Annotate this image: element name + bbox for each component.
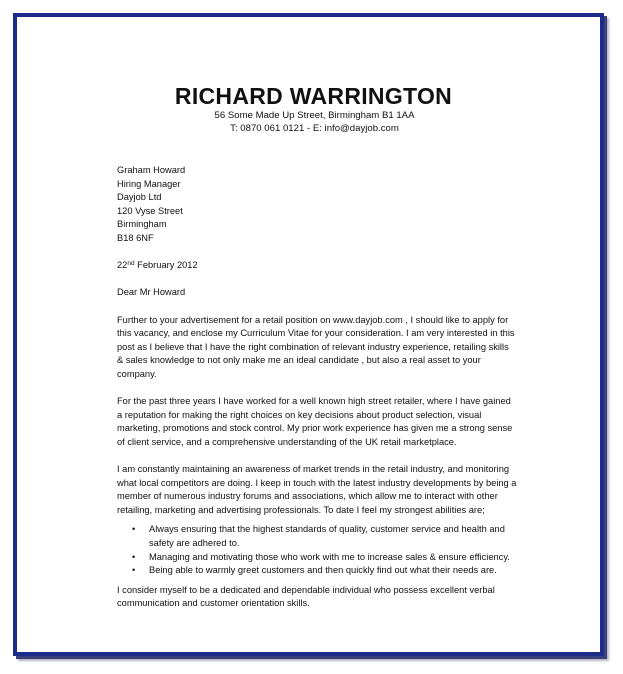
recipient-company: Dayjob Ltd (117, 192, 162, 203)
bullet-icon: • (132, 551, 136, 562)
list-item-text: Always ensuring that the highest standards of quality, customer service and health and safety are adhered to. (149, 524, 505, 549)
paragraph: For the past three years I have worked for a well known high street retailer, where I have gained a reputation for making the right choices on key decisions about product selection, visual marketing, promotions and stock control. My prior work experience has given me a strong sense of client service, and a comprehensive understanding of the UK retail marketplace. (117, 396, 513, 447)
closing-paragraph: I consider myself to be a dedicated and dependable individual who possess excellent verbal communication and customer orientation skills. (117, 584, 495, 609)
sender-address: 56 Some Made Up Street, Birmingham B1 1AA (214, 110, 415, 121)
list-item-text: Managing and motivating those who work with me to increase sales & ensure efficiency. (149, 551, 510, 562)
document-frame (13, 13, 604, 656)
abilities-list (117, 523, 517, 577)
letter-header (17, 83, 600, 135)
letter-date (117, 259, 517, 273)
paragraph: Further to your advertisement for a retail position on www.dayjob.com , I should like to apply for this vacancy, and enclose my Curriculum Vitae for your consideration. I am very interested in this post as I believe that I have the right combination of relevant industry experience, retailing skills & sales knowledge to not only make me an ideal candidate , but also a real asset to your company. (117, 314, 515, 379)
date-day: 22 (117, 260, 128, 271)
list-item (132, 523, 517, 550)
recipient-name: Graham Howard (117, 165, 186, 175)
date-suffix: nd (127, 260, 135, 268)
salutation: Dear Mr Howard (117, 287, 186, 298)
recipient-city: Birmingham (117, 219, 167, 230)
recipient-title: Hiring Manager (117, 178, 181, 189)
list-item (132, 551, 517, 565)
paragraph: I am constantly maintaining an awareness of market trends in the retail industry, and monitoring what local competitors are doing. I keep in touch with the latest industry developments by being a member of numerous industry forums and associations, which allow me to interact with other retailing, marketing and advertising professionals. To date I feel my strongest abilities are; (117, 464, 517, 515)
recipient-block (117, 164, 517, 246)
sender-contact: T: 0870 061 0121 - E: info@dayjob.com (230, 123, 399, 134)
bullet-icon: • (132, 524, 136, 535)
list-item-text: Being able to warmly greet customers and then quickly find out what their needs are. (149, 565, 497, 576)
bullet-icon: • (132, 565, 136, 576)
list-item (132, 564, 517, 578)
letter-body (117, 164, 517, 611)
date-rest: February 2012 (134, 260, 198, 271)
letter-page (17, 17, 600, 652)
recipient-street: 120 Vyse Street (117, 205, 183, 216)
recipient-postcode: B18 6NF (117, 232, 154, 243)
sender-name: RICHARD WARRINGTON (174, 83, 453, 109)
